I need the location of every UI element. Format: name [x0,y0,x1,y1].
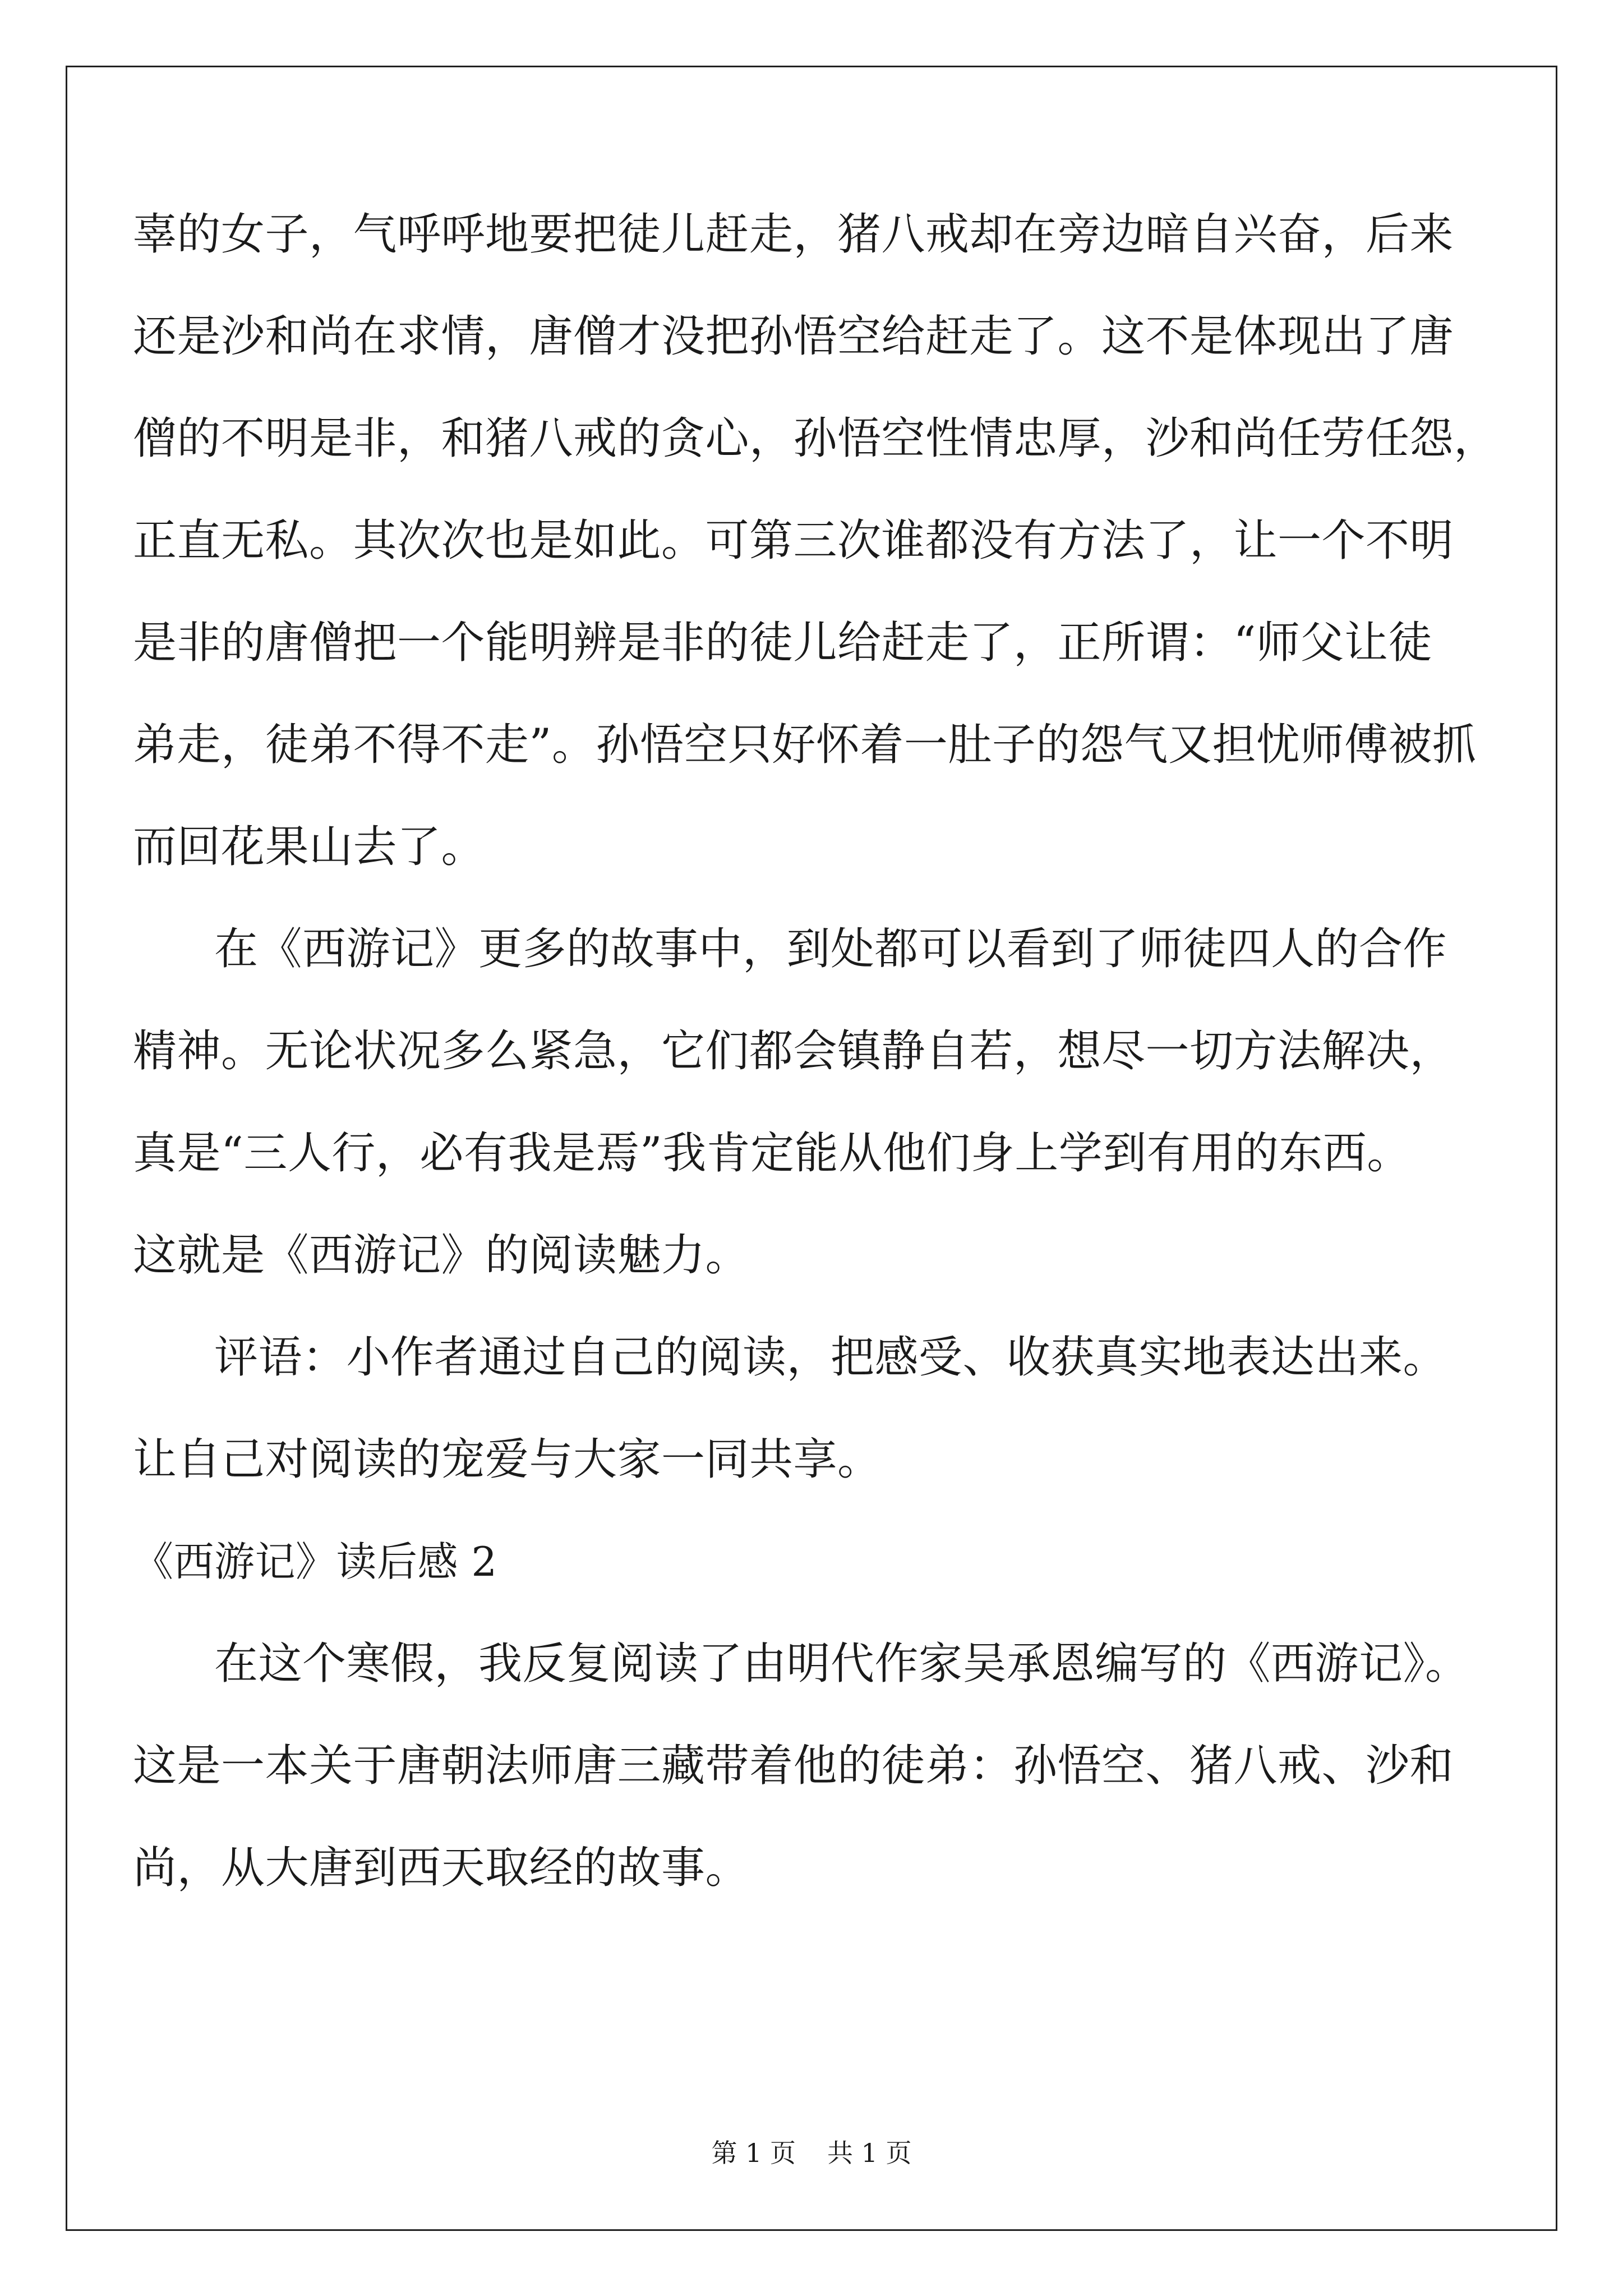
page-number: 第 1 页 [711,2138,796,2168]
paragraph-start-line: 在《西游记》更多的故事中，到处都可以看到了师徒四人的合作 [214,924,1447,974]
text-line: 这就是《西游记》的阅读魅力。 [133,1230,750,1281]
text-line: 尚，从大唐到西天取经的故事。 [133,1843,750,1893]
text-line: 让自己对阅读的宠爱与大家一同共享。 [133,1434,882,1485]
text-line: 辜的女子，气呼呼地要把徒儿赶走，猪八戒却在旁边暗自兴奋，后来 [133,209,1454,260]
text-line: 正直无私。其次次也是如此。可第三次谁都没有方法了，让一个不明 [133,516,1454,566]
document-body [133,208,1501,1943]
paragraph-start-line: 在这个寒假，我反复阅读了由明代作家吴承恩编写的《西游记》。 [214,1639,1469,1689]
comment-line: 评语：小作者通过自己的阅读，把感受、收获真实地表达出来。 [214,1332,1447,1383]
text-line: 弟走，徒弟不得不走”。孙悟空只好怀着一肚子的怨气又担忧师傅被抓 [133,720,1477,770]
text-line: 是非的唐僧把一个能明辨是非的徒儿给赶走了，正所谓：“师父让徒 [133,618,1432,668]
text-line: 精神。无论状况多么紧急，它们都会镇静自若，想尽一切方法解决， [133,1026,1454,1076]
page-total: 共 1 页 [827,2138,912,2168]
text-line: 而回花果山去了。 [133,822,486,872]
text-line: 这是一本关于唐朝法师唐三藏带着他的徒弟：孙悟空、猪八戒、沙和 [133,1741,1454,1791]
page-footer [0,2137,1623,2169]
text-line: 僧的不明是非，和猪八戒的贪心，孙悟空性情忠厚，沙和尚任劳任怨， [133,413,1498,464]
section-heading: 《西游记》读后感 2 [133,1538,497,1585]
text-line: 真是“三人行，必有我是焉”我肯定能从他们身上学到有用的东西。 [133,1128,1411,1179]
text-line: 还是沙和尚在求情，唐僧才没把孙悟空给赶走了。这不是体现出了唐 [133,311,1454,362]
